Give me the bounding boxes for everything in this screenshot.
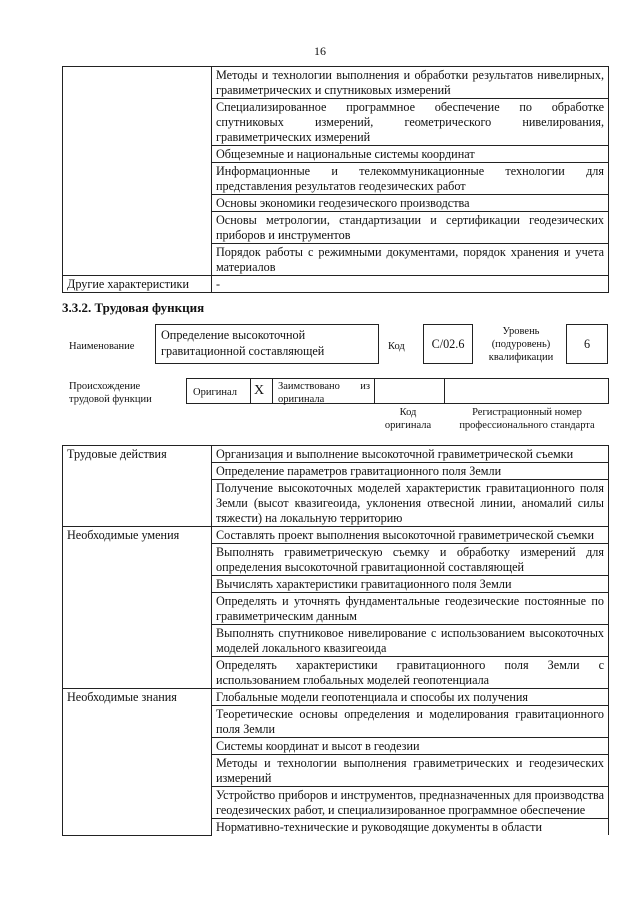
knowledge-table-continued (62, 66, 609, 293)
table-cell: Вычислять характеристики гравитационного поля Земли (212, 576, 609, 593)
other-characteristics-label: Другие характеристики (63, 276, 212, 293)
origin-label: Происхождение трудовой функции (69, 381, 152, 405)
code-original-label: Код оригинала (384, 407, 432, 431)
other-characteristics-value: - (212, 276, 609, 293)
table-row (63, 446, 609, 463)
skills-label: Необходимые умения (63, 527, 212, 689)
table-cell: Устройство приборов и инструментов, предназначенных для производства геодезических работ, и специализированное программное обеспечение (212, 787, 609, 819)
origin-divider (374, 378, 375, 404)
table-cell: Глобальные модели геопотенциала и способы их получения (212, 689, 609, 706)
borrowed-label: Заимствовано из оригинала (278, 381, 370, 405)
table-cell: Методы и технологии выполнения гравиметрических и геодезических измерений (212, 755, 609, 787)
table-cell: Нормативно-технические и руководящие документы в области (212, 819, 609, 836)
table-cell: Выполнять спутниковое нивелирование с использованием высокоточных моделей локального квазигеоида (212, 625, 609, 657)
table-cell: Определение параметров гравитационного поля Земли (212, 463, 609, 480)
table-cell: Получение высокоточных моделей характеристик гравитационного поля Земли (высот квазигеоида, уклонения отвесной линии, аномалий силы тяжести) на локальную территорию (212, 480, 609, 527)
origin-divider (250, 378, 251, 404)
table-cell: Основы экономики геодезического производства (212, 195, 609, 212)
knowledge-label: Необходимые знания (63, 689, 212, 836)
table-cell: Составлять проект выполнения высокоточной гравиметрической съемки (212, 527, 609, 544)
actions-label: Трудовые действия (63, 446, 212, 527)
original-label: Оригинал (193, 387, 237, 398)
origin-divider (444, 378, 445, 404)
section-heading: 3.3.2. Трудовая функция (62, 300, 205, 315)
qualification-level-label: Уровень (подуровень) квалификации (488, 326, 554, 363)
table-cell: Системы координат и высот в геодезии (212, 738, 609, 755)
table-row (63, 527, 609, 544)
table-cell: Определять характеристики гравитационного поля Земли с использованием глобальных моделей геопотенциала (212, 657, 609, 689)
table-cell: Общеземные и национальные системы координат (212, 146, 609, 163)
table-row (63, 276, 609, 293)
function-name-box: Определение высокоточной гравитационной составляющей (155, 324, 379, 364)
table-cell: Теоретические основы определения и моделирования гравитационного поля Земли (212, 706, 609, 738)
qualification-level-box: 6 (566, 324, 608, 364)
labor-function-table (62, 445, 609, 836)
reg-number-label: Регистрационный номер профессионального стандарта (459, 407, 595, 431)
table-cell: Порядок работы с режимными документами, порядок хранения и учета материалов (212, 244, 609, 276)
table-cell: Определять и уточнять фундаментальные геодезические постоянные по гравиметрическим данным (212, 593, 609, 625)
empty-label-cell (63, 67, 212, 276)
code-label: Код (388, 341, 405, 352)
table-cell: Организация и выполнение высокоточной гравиметрической съемки (212, 446, 609, 463)
table-row (63, 67, 609, 99)
table-cell: Специализированное программное обеспечение по обработке спутниковых измерений, геометрического нивелирования, гравиметрических измерений (212, 99, 609, 146)
table-row (63, 689, 609, 706)
table-cell: Методы и технологии выполнения и обработки результатов нивелирных, гравиметрических и спутниковых измерений (212, 67, 609, 99)
code-box: C/02.6 (423, 324, 473, 364)
original-mark: X (254, 383, 265, 398)
table-cell: Основы метрологии, стандартизации и сертификации геодезических приборов и инструментов (212, 212, 609, 244)
table-cell: Выполнять гравиметрическую съемку и обработку измерений для определения высокоточной гравитационной составляющей (212, 544, 609, 576)
page-number: 16 (314, 44, 326, 58)
name-label: Наименование (69, 341, 135, 352)
table-cell: Информационные и телекоммуникационные технологии для представления результатов геодезических работ (212, 163, 609, 195)
origin-divider (272, 378, 273, 404)
